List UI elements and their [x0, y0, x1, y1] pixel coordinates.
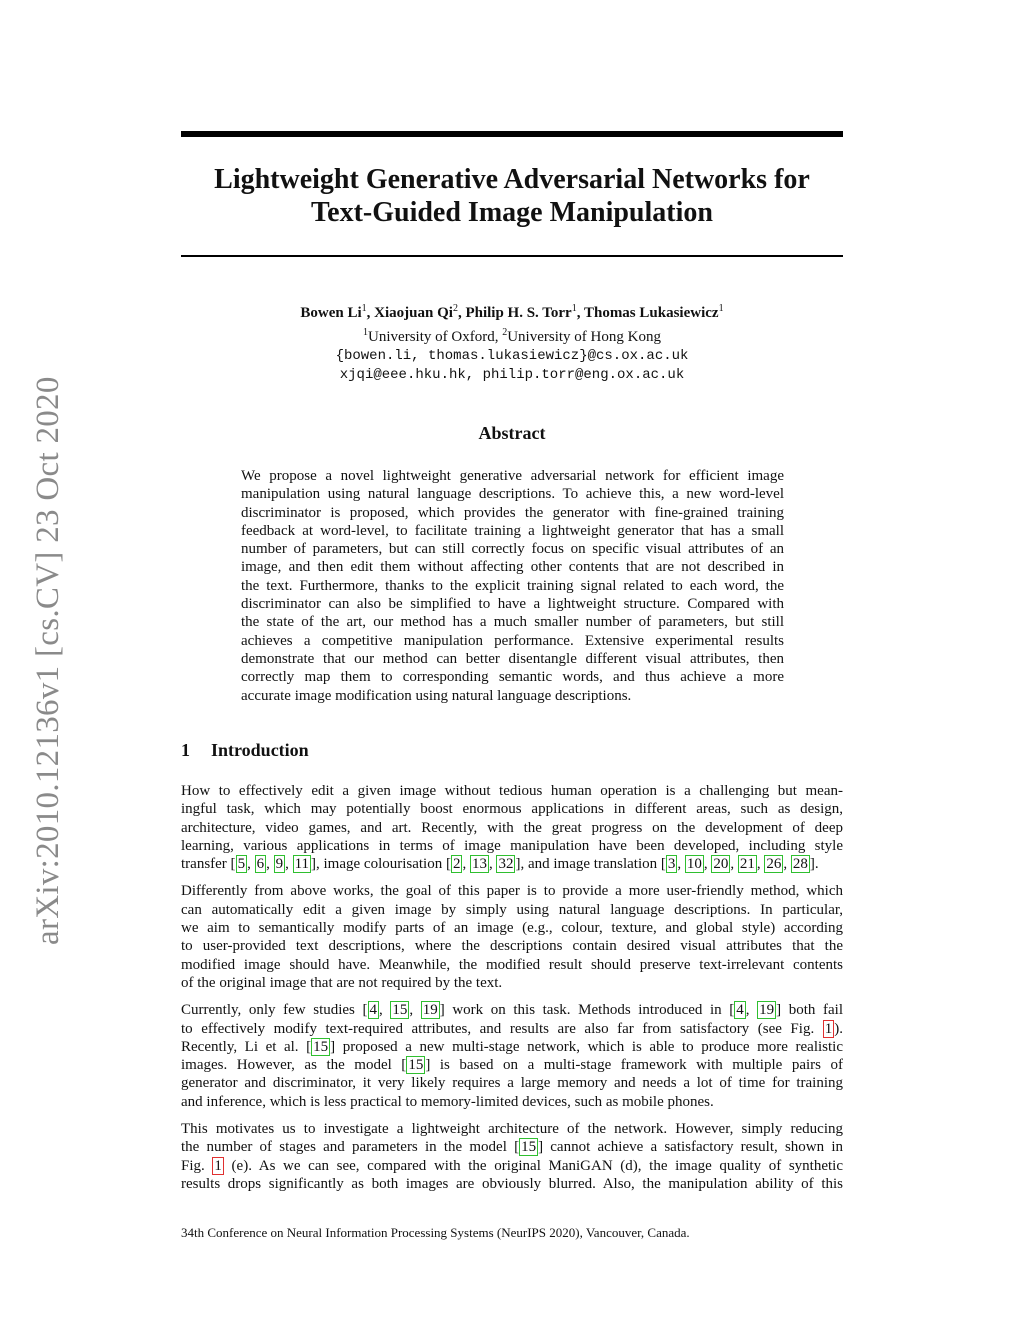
citation-link[interactable]: 15	[408, 1057, 424, 1074]
author-names: Bowen Li$^1$, Xiaojuan Qi$^2$, Philip H. S. Torr$^1$, Thomas Lukasiewicz$^1$	[300, 303, 724, 321]
p3-text: ] proposed a new multi-stage network, which is able to produce more realistic	[330, 1038, 843, 1055]
figure-link[interactable]: 1	[824, 1020, 833, 1037]
abstract-line: manipulation using natural language descriptions. To achieve this, a new word-level	[241, 486, 784, 503]
citation-link[interactable]: 15	[392, 1002, 408, 1019]
p2-line: modified image should have. Meanwhile, the modified result should preserve text-irrelevant contents	[181, 956, 843, 973]
abstract-line: achieves a competitive manipulation performance. Extensive experimental results	[241, 632, 784, 649]
affiliation-2: University of Hong Kong	[507, 329, 661, 345]
p2-line: to user-provided text descriptions, where the descriptions contain desired visual attributes that the	[181, 938, 843, 955]
section-heading	[181, 740, 309, 761]
author-1: Bowen Li	[300, 305, 362, 321]
author-2: Xiaojuan Qi	[374, 305, 453, 321]
arxiv-stamp: arXiv:2010.12136v1 [cs.CV] 23 Oct 2020	[30, 376, 66, 945]
affiliation-1-sup: 1	[363, 327, 369, 338]
citation-link[interactable]: 6	[256, 856, 265, 873]
author-3-sup: 1	[571, 303, 577, 314]
author-3: Philip H. S. Torr	[465, 305, 572, 321]
affiliation-2-sup: 2	[502, 327, 508, 338]
intro-body	[181, 782, 843, 1202]
p4-line-1: This motivates us to investigate a lightweight architecture of the network. However, simply reducing	[181, 1121, 843, 1138]
p1-line-5: transfer [ 5 , 6 , 9 , 11 ], image colourisation [ 2 , 13 , 32 ], and image translation [ 3 , 10 , 20 , 21 , 26 , 28 ].	[181, 856, 819, 873]
abstract-line: demonstrate that our method can better disentangle different visual attributes, then	[241, 650, 784, 667]
p3-text: Currently, only few studies [	[181, 1002, 368, 1019]
p4-line-4: results drops significantly as both images are obviously blurred. Also, the manipulation ability of this	[181, 1175, 843, 1192]
citation-link[interactable]: 9	[275, 856, 284, 873]
email-torr[interactable]: philip.torr@eng.ox.ac.uk	[482, 367, 685, 383]
p3-text: to effectively modify text-required attributes, and results are also far from satisfactory (see Fig.	[181, 1020, 823, 1037]
paragraph-4	[181, 1120, 843, 1193]
citation-link[interactable]: 3	[667, 856, 676, 873]
abstract-line: feedback at word-level, to facilitate training a lightweight generator that has a small	[241, 522, 784, 539]
p3-line-2	[181, 1020, 843, 1038]
figure-link[interactable]: 1	[214, 1157, 222, 1174]
section-title: Introduction	[211, 740, 309, 760]
citation-link[interactable]: 11	[294, 856, 310, 873]
abstract-line: the text. Furthermore, thanks to the explicit training signal related to each word, the	[241, 577, 784, 594]
abstract-line: correctly map them to corresponding semantic words, and thus achieve a more	[241, 669, 784, 686]
abstract-line: discriminator can also be simplified to have a lightweight structure. Compared with	[241, 596, 784, 613]
title-rule-bottom	[181, 255, 843, 257]
p3-line-4	[181, 1056, 843, 1074]
abstract-body	[241, 467, 784, 705]
paragraph-3	[181, 1001, 843, 1111]
p3-line-1: Currently, only few studies [ 4 , 15 , 19 ] work on this task. Methods introduced in [ 4 , 19 ] both fail	[181, 1002, 844, 1019]
p2-line: we aim to semantically modify parts of an image (e.g., colour, texture, and global style) according	[181, 920, 843, 937]
p1-line-2: ingful task, which may potentially boost enormous applications in different areas, such as design,	[181, 801, 843, 818]
p4-line-2	[181, 1138, 843, 1156]
p1-text: ].	[809, 856, 819, 873]
title-line-1: Lightweight Generative Adversarial Networks for	[214, 164, 810, 195]
author-4: Thomas Lukasiewicz	[583, 305, 719, 321]
p2-line: Differently from above works, the goal of this paper is to provide a more user-friendly method, which	[181, 883, 843, 900]
p4-text: ] cannot achieve a satisfactory result, shown in	[538, 1139, 843, 1156]
p3-text: ] work on this task. Methods introduced in [	[439, 1002, 735, 1019]
p2-line: of the original image that are not required by the text.	[181, 974, 503, 991]
citation-link[interactable]: 28	[792, 856, 808, 873]
p4-text: (e). As we can see, compared with the original ManiGAN (d), the image quality of synthetic	[223, 1157, 844, 1174]
author-4-sup: 1	[718, 303, 724, 314]
email-line-2: xjqi@eee.hku.hk, philip.torr@eng.ox.ac.uk	[339, 367, 685, 383]
abstract-line: discriminator is proposed, which provides the generator with fine-grained training	[241, 504, 784, 521]
citation-link[interactable]: 19	[759, 1002, 775, 1019]
citation-link[interactable]: 13	[471, 856, 487, 873]
email-line-1[interactable]: {bowen.li, thomas.lukasiewicz}@cs.ox.ac.uk	[335, 348, 689, 364]
conference-footnote: 34th Conference on Neural Information Processing Systems (NeurIPS 2020), Vancouver, Canada.	[181, 1225, 690, 1240]
p4-line-3	[181, 1157, 843, 1175]
citation-link[interactable]: 20	[713, 856, 729, 873]
paragraph-2	[181, 882, 843, 992]
citation-link[interactable]: 15	[521, 1139, 537, 1156]
p3-line-5: generator and discriminator, it very likely requires a large memory and needs a lot of time for training	[181, 1075, 843, 1092]
p1-text: ], and image translation [	[515, 856, 666, 873]
p4-text: the number of stages and parameters in the model [	[181, 1139, 520, 1156]
p3-text: Recently, Li et al. [	[181, 1038, 312, 1055]
abstract-line: accurate image modification using natural language descriptions.	[241, 687, 632, 704]
title-rule-top	[181, 131, 843, 137]
affiliations	[181, 323, 843, 347]
abstract-line: image, and then edit them without affecting other contents that are not described in	[241, 559, 784, 576]
abstract-line: the state of the art, our method has a much smaller number of parameters, but still	[241, 614, 784, 631]
p1-text: ], image colourisation [	[311, 856, 451, 873]
citation-link[interactable]: 32	[498, 856, 514, 873]
abstract-line: number of parameters, but can still correctly focus on specific visual attributes of an	[241, 541, 784, 558]
citation-link[interactable]: 26	[766, 856, 782, 873]
citation-link[interactable]: 4	[369, 1002, 377, 1019]
citation-link[interactable]: 15	[313, 1038, 329, 1055]
citation-link[interactable]: 10	[686, 856, 702, 873]
paragraph-1	[181, 782, 843, 873]
p3-text: images. However, as the model [	[181, 1057, 407, 1074]
p1-text: transfer [	[181, 856, 236, 873]
p1-line-4: learning, various applications in terms of image manipulation have been developed, including style	[181, 837, 843, 854]
p3-text: ] both fail	[776, 1002, 844, 1019]
abstract-heading: Abstract	[478, 423, 546, 443]
citation-link[interactable]: 19	[422, 1002, 438, 1019]
p3-text: ] is based on a multi-stage framework with multiple pairs of	[425, 1057, 843, 1074]
title-line-2: Text-Guided Image Manipulation	[311, 197, 713, 228]
p3-line-6: and inference, which is less practical to memory-limited devices, such as mobile phones.	[181, 1093, 714, 1110]
p4-text: Fig.	[181, 1157, 213, 1174]
abstract-line: We propose a novel lightweight generative adversarial network for efficient image	[241, 468, 784, 484]
p1-line-1: How to effectively edit a given image without tedious human operation is a challenging but mean-	[181, 783, 843, 799]
p1-line-3: architecture, video games, and art. Recently, with the great progress on the development of deep	[181, 819, 843, 836]
section-number: 1	[181, 740, 190, 760]
author-block	[181, 299, 843, 385]
citation-link[interactable]: 2	[452, 856, 461, 873]
author-2-sup: 2	[452, 303, 458, 314]
affiliation-1: University of Oxford,	[368, 329, 503, 345]
p3-line-3	[181, 1038, 843, 1056]
author-1-sup: 1	[361, 303, 367, 314]
citation-link[interactable]: 21	[739, 856, 755, 873]
p2-line: can automatically edit a given image by simply using natural language descriptions. In particular,	[181, 901, 843, 918]
p3-text: ).	[834, 1020, 843, 1037]
email-qi[interactable]: xjqi@eee.hku.hk	[339, 367, 466, 383]
citation-link[interactable]: 5	[237, 856, 246, 873]
paper-title	[181, 163, 843, 229]
citation-link[interactable]: 4	[736, 1002, 744, 1019]
